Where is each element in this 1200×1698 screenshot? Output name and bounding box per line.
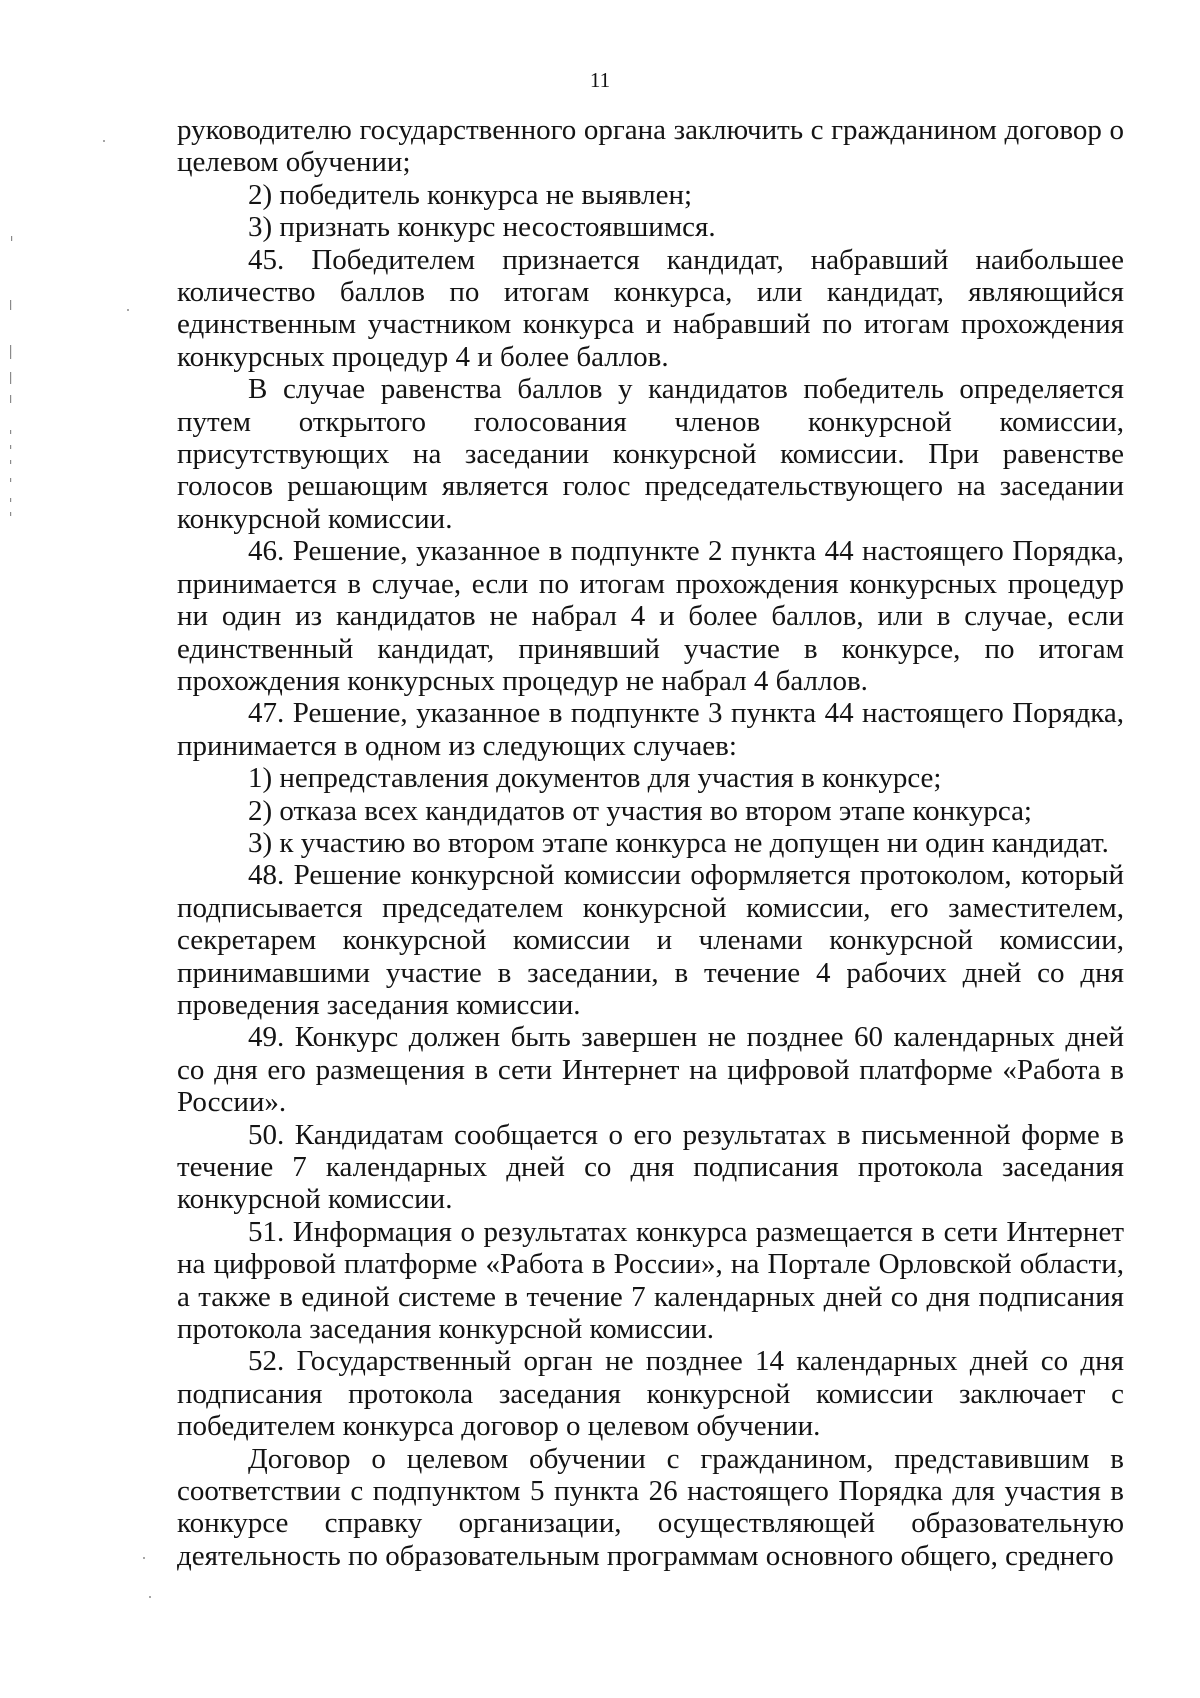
- document-body: [177, 114, 1124, 1572]
- paragraph-49: 49. Конкурс должен быть завершен не позднее 60 календарных дней со дня его размещения в сети Интернет на цифровой платформе «Работа в России».: [177, 1021, 1124, 1119]
- paragraph-50: 50. Кандидатам сообщается о его результатах в письменной форме в течение 7 календарных дней со дня подписания протокола заседания конкурсной комиссии.: [177, 1118, 1124, 1216]
- paragraph-item-3: 3) признать конкурс несостоявшимся.: [248, 211, 716, 244]
- paragraph-47-item-1: 1) непредставления документов для участия в конкурсе;: [248, 762, 942, 795]
- paragraph-45-tie: В случае равенства баллов у кандидатов победитель определяется путем открытого голосования членов конкурсной комиссии, присутствующих на заседании конкурсной комиссии. При равенстве голосов решающим является голос председательствующего на заседании конкурсной комиссии.: [177, 373, 1124, 535]
- paragraph-47-item-3: 3) к участию во втором этапе конкурса не допущен ни один кандидат.: [248, 826, 1109, 859]
- paragraph-47-item-2: 2) отказа всех кандидатов от участия во втором этапе конкурса;: [248, 794, 1032, 827]
- paragraph-48: 48. Решение конкурсной комиссии оформляется протоколом, который подписывается председателем конкурсной комиссии, его заместителем, секретарем конкурсной комиссии и членами конкурсной комиссии, принимавшими участие в заседании, в течение 4 рабочих дней со дня проведения заседания комиссии.: [177, 859, 1124, 1021]
- paragraph-52-contract: Договор о целевом обучении с гражданином, представившим в соответствии с подпунктом 5 пункта 26 настоящего Порядка для участия в конкурсе справку организации, осуществляющей образовательную деятельность по образовательным программам основного общего, среднего: [177, 1442, 1124, 1572]
- paragraph-51: 51. Информация о результатах конкурса размещается в сети Интернет на цифровой платформе «Работа в России», на Портале Орловской области, а также в единой системе в течение 7 календарных дней со дня подписания протокола заседания конкурсной комиссии.: [177, 1215, 1124, 1346]
- paragraph-46: 46. Решение, указанное в подпункте 2 пункта 44 настоящего Порядка, принимается в случае, если по итогам прохождения конкурсных процедур ни один из кандидатов не набрал 4 и более баллов, или в случае, если единственный кандидат, принявший участие в конкурсе, по итогам прохождения конкурсных процедур не набрал 4 баллов.: [177, 535, 1124, 697]
- paragraph-52: 52. Государственный орган не позднее 14 календарных дней со дня подписания протокола заседания конкурсной комиссии заключает с победителем конкурса договор о целевом обучении.: [177, 1345, 1124, 1443]
- paragraph-45: 45. Победителем признается кандидат, набравший наибольшее количество баллов по итогам конкурса, или кандидат, являющийся единственным участником конкурса и набравший по итогам прохождения конкурсных процедур 4 и более баллов.: [177, 243, 1124, 373]
- paragraph-47: 47. Решение, указанное в подпункте 3 пункта 44 настоящего Порядка, принимается в одном из следующих случаев:: [177, 697, 1124, 762]
- page-number: 11: [589, 68, 611, 92]
- paragraph-item-2: 2) победитель конкурса не выявлен;: [248, 178, 693, 211]
- paragraph-continuation: руководителю государственного органа заключить с гражданином договор о целевом обучении;: [177, 114, 1124, 179]
